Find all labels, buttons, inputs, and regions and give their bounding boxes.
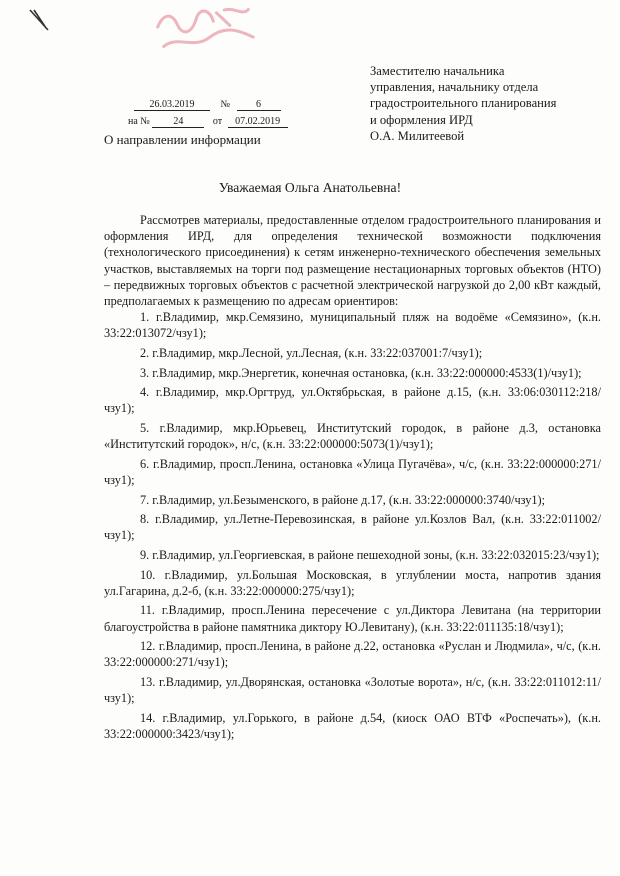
addressee-line: управления, начальнику отдела (370, 80, 539, 95)
registration-stamp (150, 0, 263, 60)
addressee-line: Заместителю начальника (370, 64, 505, 78)
list-item: 7. г.Владимир, ул.Безыменского, в районе д.17, (к.н. 33:22:000000:3740/чзу1); (140, 492, 546, 507)
list-item: 8. г.Владимир, ул.Летне-Перевозинская, в районе ул.Козлов Вал, (к.н. 33:22:011002/чзу1); (104, 512, 601, 543)
in-reply-label: на № (128, 116, 150, 127)
list-item: 14. г.Владимир, ул.Горького, в районе д.54, (киоск ОАО ВТФ «Роспечать»), (к.н. 33:22:000000:3423/чзу1); (104, 710, 601, 741)
from-label: от (212, 116, 223, 127)
list-item: 4. г.Владимир, мкр.Оргтруд, ул.Октябрьская, в районе д.15, (к.н. 33:06:030112:218/чзу1); (104, 385, 601, 416)
list-item: 9. г.Владимир, ул.Георгиевская, в районе пешеходной зоны, (к.н. 33:22:032015:23/чзу1); (140, 547, 600, 562)
letter-body (104, 212, 601, 746)
list-item: 3. г.Владимир, мкр.Энергетик, конечная остановка, (к.н. 33:22:000000:4533(1)/чзу1); (140, 365, 582, 380)
outgoing-reference (134, 99, 281, 111)
in-reply-date: 07.02.2019 (228, 116, 288, 128)
addressee-line: и оформления ИРД (370, 112, 473, 127)
in-reply-number: 24 (152, 116, 204, 128)
list-item: 5. г.Владимир, мкр.Юрьевец, Институтский городок, в районе д.3, остановка «Институтский городок», н/с, (к.н. 33:22:000000:5073(1)/чзу1); (104, 421, 601, 452)
list-item: 11. г.Владимир, просп.Ленина пересечение с ул.Диктора Левитана (на территории благоустройства в районе памятника диктору Ю.Левитану), (к.н. 33:22:011135:18/чзу1); (104, 603, 601, 634)
letter-date: 26.03.2019 (134, 99, 210, 111)
intro-paragraph: Рассмотрев материалы, предоставленные отделом градостроительного планирования и оформления ИРД, для определения технической возможности подключения (технологического присоединения) к сетям инженерно-технического обеспечения земельных участков, выставляемых на торги под размещение нестационарных торговых объектов (НТО) – передвижных торговых объектов с расчетной электрической нагрузкой до 2,00 кВт каждый, предполагаемых к размещению по адресам ориентиров: (104, 213, 601, 309)
letter-number: 6 (237, 99, 281, 111)
list-item: 1. г.Владимир, мкр.Семязино, муниципальный пляж на водоёме «Семязино», (к.н. 33:22:013072/чзу1); (104, 310, 601, 341)
addressee-line: градостроительного планирования (370, 96, 557, 111)
list-item: 12. г.Владимир, просп.Ленина, в районе д.22, остановка «Руслан и Людмила», ч/с, (к.н. 33:22:000000:271/чзу1); (104, 639, 601, 670)
list-item: 10. г.Владимир, ул.Большая Московская, в углублении моста, напротив здания ул.Гагарина, д.2-б, (к.н. 33:22:000000:275/чзу1); (104, 567, 601, 598)
list-item: 6. г.Владимир, просп.Ленина, остановка «Улица Пугачёва», ч/с, (к.н. 33:22:000000:271/чзу1); (104, 456, 601, 487)
list-item: 13. г.Владимир, ул.Дворянская, остановка «Золотые ворота», н/с, (к.н. 33:22:011012:11/чзу1); (104, 674, 601, 706)
addressee-block (370, 63, 556, 144)
corner-pen-mark (28, 8, 50, 32)
greeting: Уважаемая Ольга Анатольевна! (218, 180, 402, 195)
list-item: 2. г.Владимир, мкр.Лесной, ул.Лесная, (к.н. 33:22:037001:7/чзу1); (140, 346, 483, 361)
incoming-reference (128, 116, 288, 128)
addressee-name: О.А. Милитеевой (370, 128, 465, 143)
number-label: № (220, 99, 231, 110)
letter-subject: О направлении информации (104, 132, 261, 147)
